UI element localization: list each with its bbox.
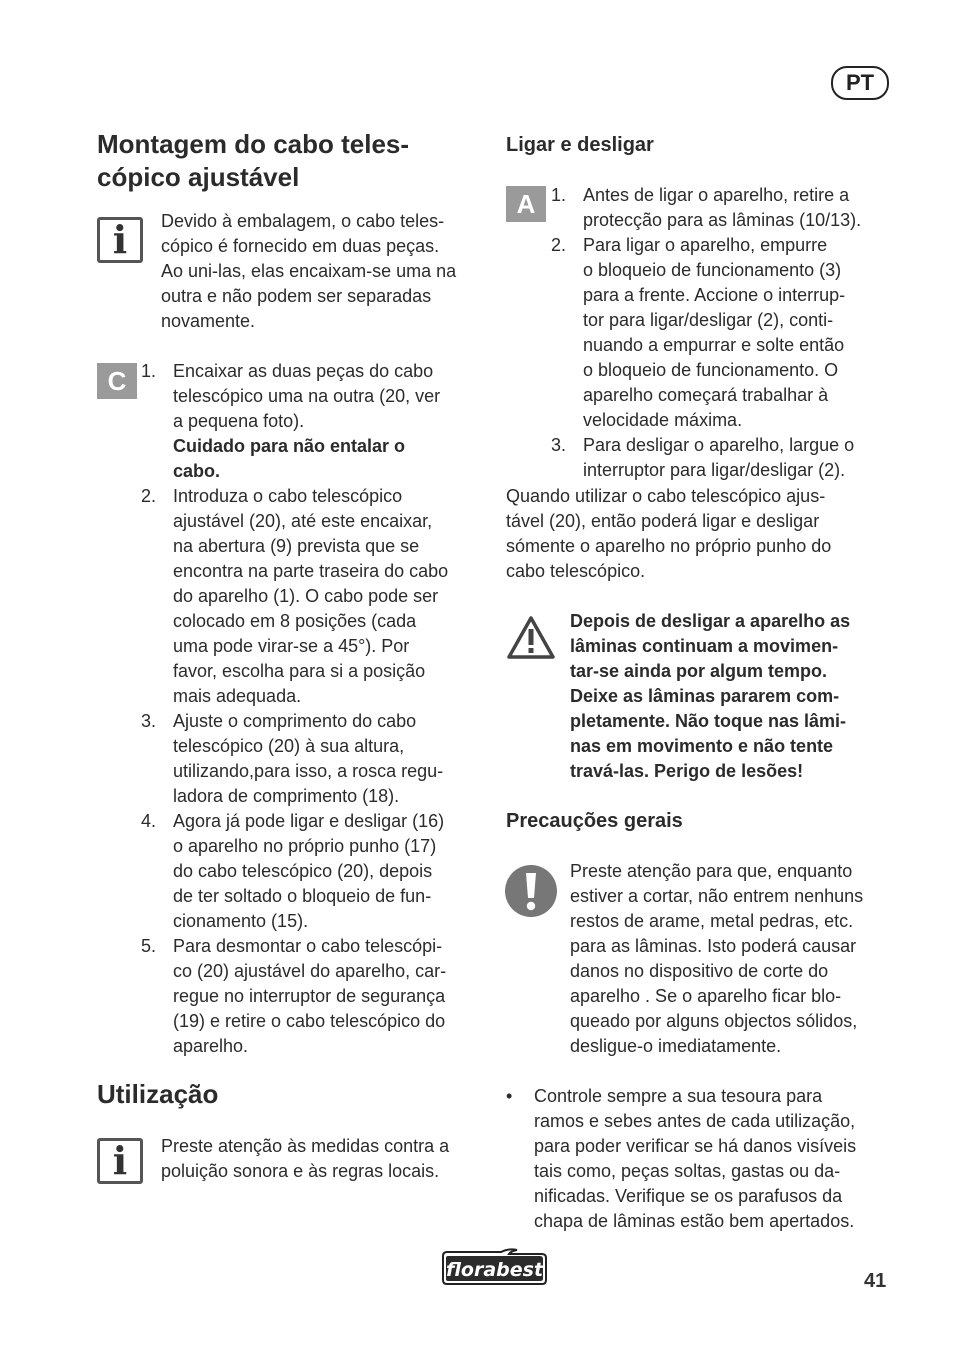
section-title-ligar: Ligar e desligar	[506, 134, 654, 156]
list-item: 3. Para desligar o aparelho, largue o interruptor para ligar/desligar (2).	[551, 435, 855, 480]
list-item: 4. Agora já pode ligar e desligar (16) o aparelho no próprio punho (17) do cabo telescópico (20), depois de ter soltado o bloqueio de fun- cionamento (15).	[141, 811, 445, 931]
section-title-utilizacao: Utilização	[97, 1079, 219, 1109]
section-title-line2: cópico ajustável	[97, 162, 300, 192]
list-item: 3. Ajuste o comprimento do cabo telescópico (20) à sua altura, utilizando,para isso, a rosca regu- ladora de comprimento (18).	[141, 711, 444, 806]
warning-text: Depois de desligar a aparelho as lâminas continuam a movimen- tar-se ainda por algum tempo. Deixe as lâminas pararem com- pletamente. Não toque nas lâmi- nas em movimento e não tente travá-las. Perigo de lesões!	[570, 611, 851, 781]
info-note-packaging: Devido à embalagem, o cabo teles- cópico é fornecido em duas peças. Ao uni-las, elas encaixam-se uma na outra e não podem ser separadas novamente.	[161, 211, 457, 331]
florabest-logo	[439, 1246, 550, 1288]
exclamation-circle-icon	[504, 864, 558, 918]
section-title-line1: Montagem do cabo teles-	[97, 129, 410, 159]
logo-text: florabest	[445, 1259, 544, 1281]
caution-text: Preste atenção para que, enquanto estiver a cortar, não entrem nenhuns restos de arame, metal pedras, etc. para as lâminas. Isto poderá causar danos no dispositivo de corte do aparelho . Se o aparelho ficar blo- queado por alguns objectos sólidos, desligue-o imediatamente.	[570, 861, 864, 1056]
section-title-montagem	[97, 128, 487, 194]
figure-letter-a: A	[506, 186, 546, 222]
bullet-mark: •	[506, 1086, 513, 1106]
telescopic-handle-note: Quando utilizar o cabo telescópico ajus- tável (20), então poderá ligar e desligar sómente o aparelho no próprio punho do cabo telescópico.	[506, 486, 832, 581]
list-item: 5. Para desmontar o cabo telescópi- co (20) ajustável do aparelho, car- regue no interruptor de segurança (19) e retire o cabo telescópico do aparelho.	[141, 936, 447, 1056]
list-item: 1. Encaixar as duas peças do cabo telescópico uma na outra (20, ver a pequena foto). Cuidado para não entalar o cabo.	[141, 359, 491, 484]
info-icon: i	[97, 217, 143, 263]
warning-triangle-icon	[506, 614, 556, 660]
list-item: • Controle sempre a sua tesoura para ramos e sebes antes de cada utilização, para poder verificar se há danos visíveis tais como, peças soltas, gastas ou da- nificadas. Verifique se os parafusos da chapa de lâminas estão bem apertados.	[506, 1086, 857, 1231]
caution-note: Cuidado para não entalar o cabo.	[173, 436, 406, 481]
info-icon: i	[97, 1138, 143, 1184]
assembly-steps-list	[141, 359, 491, 1059]
list-item: 1. Antes de ligar o aparelho, retire a protecção para as lâminas (10/13).	[551, 185, 862, 230]
section-title-precaucoes: Precauções gerais	[506, 810, 683, 832]
page-number: 41	[864, 1270, 887, 1292]
info-note-noise: Preste atenção às medidas contra a poluição sonora e às regras locais.	[161, 1136, 450, 1181]
figure-letter-c: C	[97, 363, 137, 399]
list-item: 2. Introduza o cabo telescópico ajustável (20), até este encaixar, na abertura (9) prevista que se encontra na parte traseira do cabo do aparelho (1). O cabo pode ser colocado em 8 posições (cada uma pode virar-se a 45°). Por favor, escolha para si a posição mais adequada.	[141, 486, 449, 706]
language-badge: PT	[831, 66, 889, 100]
list-item: 2. Para ligar o aparelho, empurre o bloqueio de funcionamento (3) para a frente. Accione o interrup- tor para ligar/desligar (2), conti- nuando a empurrar e solte então o bloqueio de funcionamento. O aparelho começará trabalhar à velocidade máxima.	[551, 235, 846, 430]
switching-steps-list	[551, 183, 896, 483]
